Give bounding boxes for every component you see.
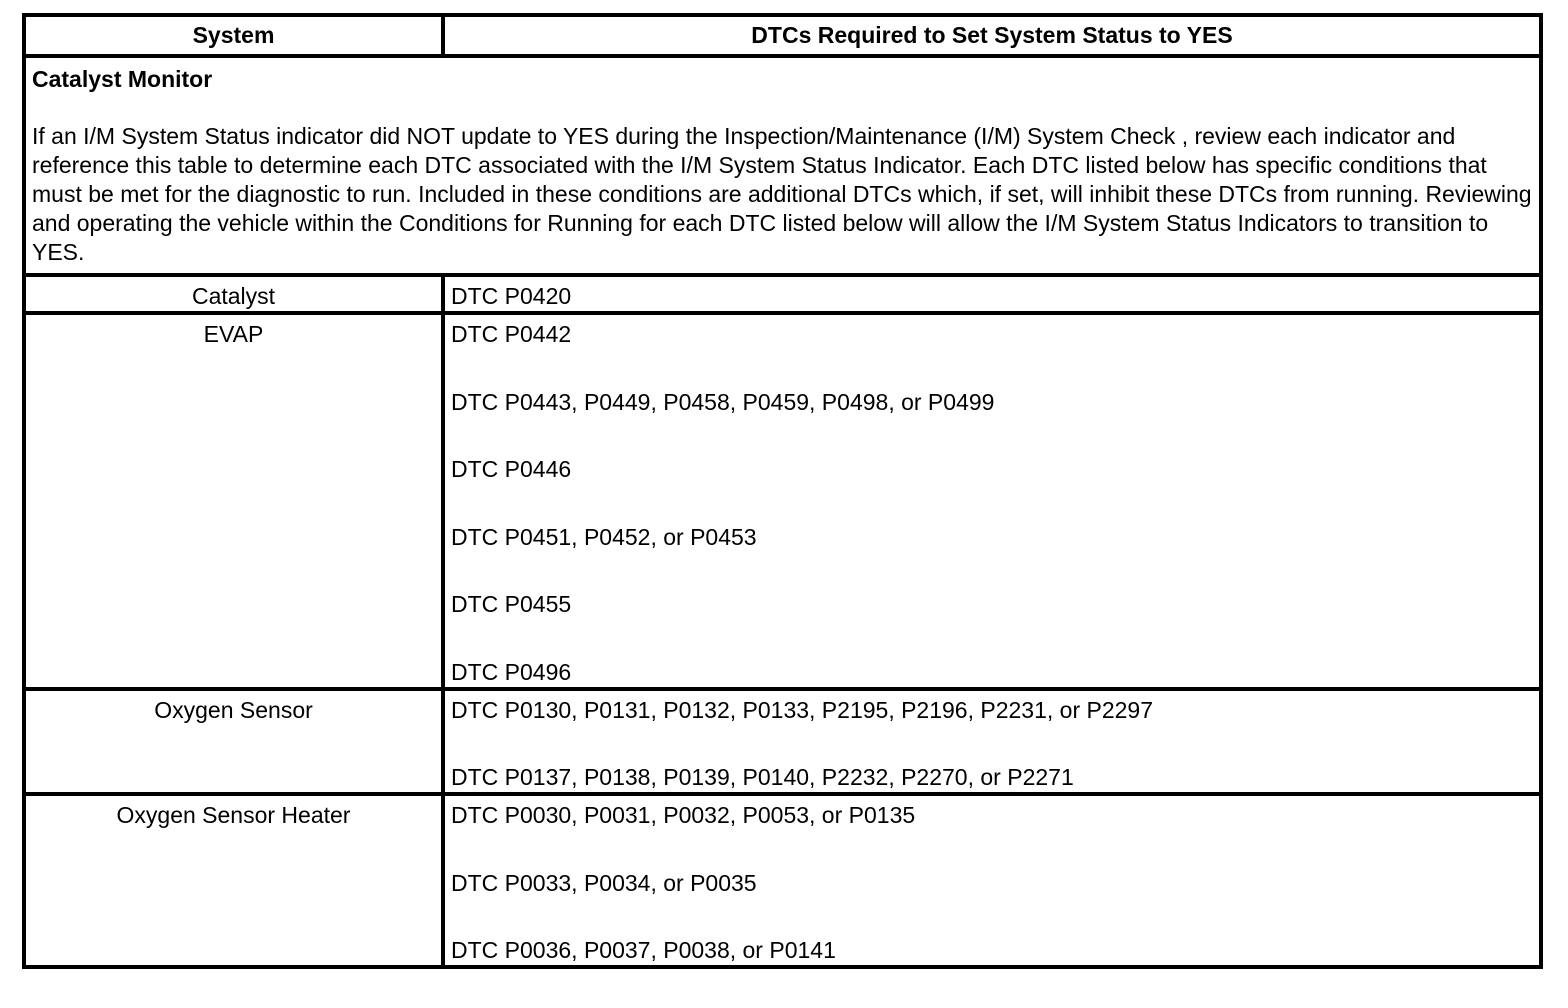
dtc-line: DTC P0130, P0131, P0132, P0133, P2195, P2196, P2231, or P2297 [451,696,1154,723]
dtc-line: DTC P0455 [451,591,572,617]
intro-row [24,56,1541,275]
dtc-line: DTC P0030, P0031, P0032, P0053, or P0135 [451,802,916,828]
table-row [24,313,1541,689]
dtc-line: DTC P0036, P0037, P0038, or P0141 [451,937,836,963]
intro-cell [24,56,1541,275]
dtc-line: DTC P0443, P0449, P0458, P0459, P0498, or P0499 [451,388,995,415]
table-row [24,794,1541,967]
system-name: Oxygen Sensor Heater [24,794,443,967]
system-name: Oxygen Sensor [24,689,443,795]
header-dtcs: DTCs Required to Set System Status to YES [443,15,1541,56]
dtc-line: DTC P0451, P0452, or P0453 [451,523,757,550]
intro-title: Catalyst Monitor [32,66,213,92]
header-row [24,15,1541,56]
table-row [24,275,1541,313]
header-system: System [24,15,443,56]
table-row [24,689,1541,795]
dtc-table [22,13,1543,969]
dtc-cell [443,689,1541,795]
system-name: EVAP [24,313,443,689]
dtc-cell [443,275,1541,313]
dtc-cell [443,313,1541,689]
dtc-line: DTC P0496 [451,658,572,685]
dtc-line: DTC P0442 [451,321,572,347]
dtc-cell [443,794,1541,967]
system-name: Catalyst [24,275,443,313]
dtc-line: DTC P0137, P0138, P0139, P0140, P2232, P2270, or P2271 [451,764,1074,790]
dtc-line: DTC P0446 [451,456,572,482]
dtc-line: DTC P0420 [451,283,572,309]
dtc-line: DTC P0033, P0034, or P0035 [451,869,757,896]
intro-text: If an I/M System Status indicator did NOT update to YES during the Inspection/Maintenance (I/M) System Check , review each indicator and reference this table to determine each DTC associated with the I/M System Status Indicator. Each DTC listed below has specific conditions that must be met for the diagnostic to run. Included in these conditions are additional DTCs which, if set, will inhibit these DTCs from running. Reviewing and operating the vehicle within the Conditions for Running for each DTC listed below will allow the I/M System Status Indicators to transition to YES. [32,123,1532,265]
